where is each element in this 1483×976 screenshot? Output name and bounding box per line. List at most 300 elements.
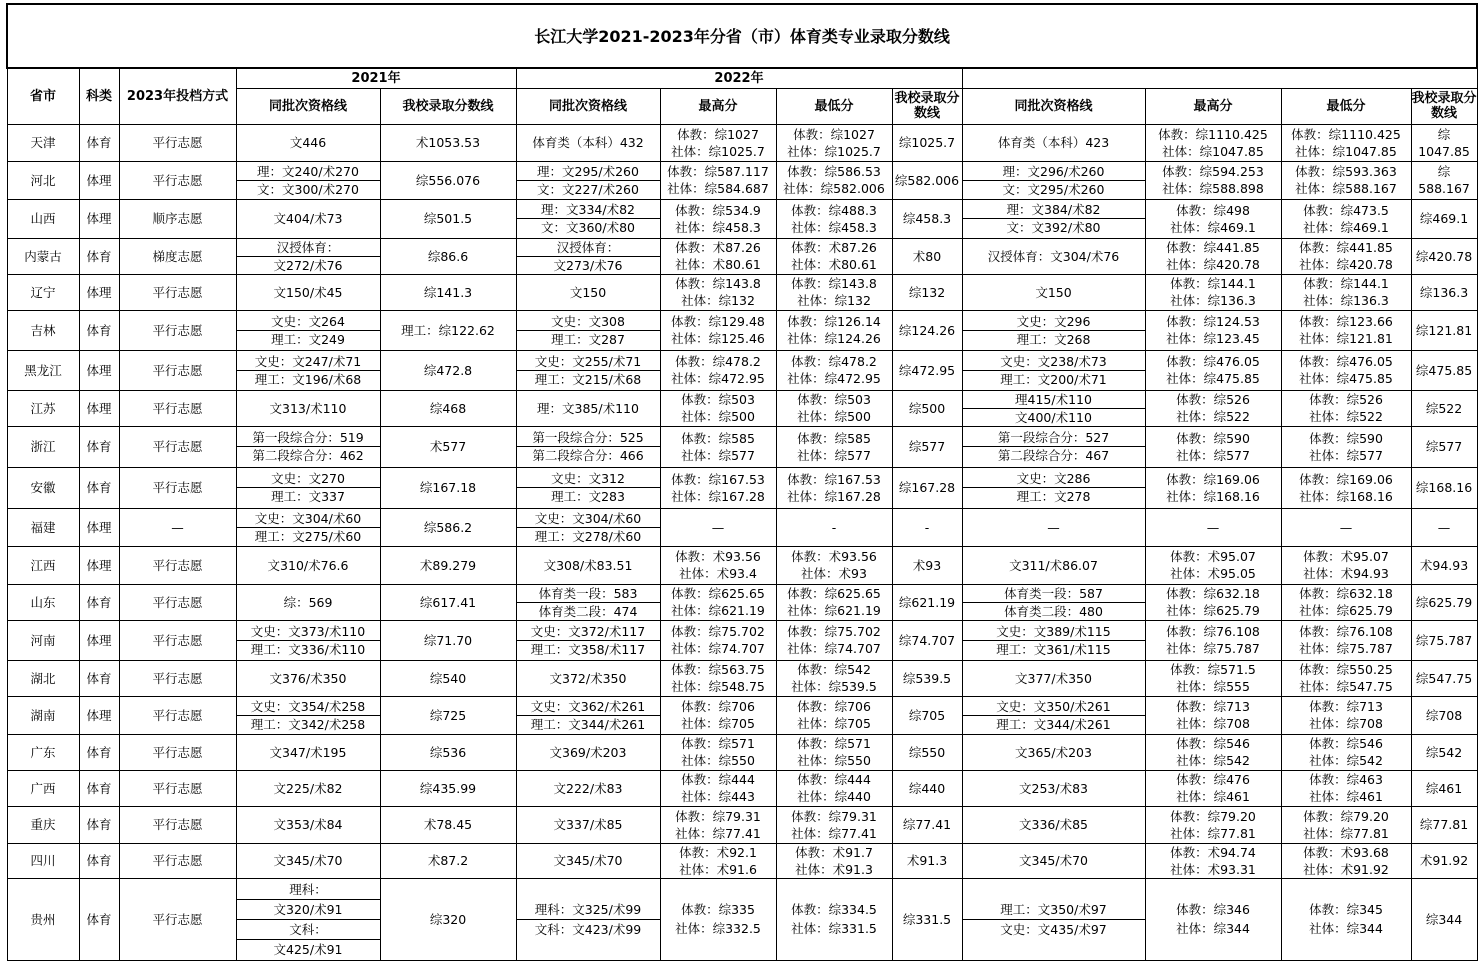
- max-2023-cell: [1145, 620, 1281, 660]
- max-2023-cell: [1145, 508, 1281, 546]
- school-line-2021-cell: 术1053.53: [380, 124, 516, 161]
- min-2023-cell: [1281, 660, 1411, 696]
- max-2023-cell: [1145, 274, 1281, 310]
- batch-line-2022-cell-line: 理科：文325/术99: [534, 901, 642, 917]
- min-2022-cell-line: 体教：综488.3: [791, 202, 877, 218]
- min-2022-cell-line: 社体：综167.28: [787, 488, 881, 504]
- min-2023-cell: [1281, 878, 1411, 960]
- max-2022-cell: [660, 660, 776, 696]
- batch-line-2023-cell-line: 理：文384/术82: [1006, 202, 1101, 217]
- school-line-2023-cell-line: 综344: [1425, 911, 1463, 927]
- subject-cell: 体育: [79, 426, 119, 467]
- admission-score-table: [6, 3, 1478, 961]
- max-2022-cell: [660, 199, 776, 238]
- max-2022-cell-line: 社体：综77.41: [675, 825, 761, 841]
- min-2023-cell-line: 体教：综123.66: [1299, 314, 1393, 329]
- max-2023-cell-line: 体教：术95.07: [1170, 549, 1256, 564]
- min-2022-cell: [776, 238, 892, 274]
- school-line-2021-cell: 综617.41: [380, 584, 516, 620]
- school-line-2023-cell: [1411, 310, 1477, 350]
- max-2022-cell-line: 社体：综74.707: [671, 641, 765, 656]
- max-2022-cell-line: 体教：综571: [681, 736, 755, 751]
- subject-cell: 体理: [79, 350, 119, 390]
- batch-line-2023-cell-line: 理415/术110: [1015, 391, 1092, 407]
- min-2023-cell-line: 体教：综476.05: [1299, 354, 1393, 369]
- header-min-2022: 最低分: [776, 88, 892, 124]
- max-2023-cell: [1145, 734, 1281, 770]
- batch-line-2021-cell: [236, 161, 380, 199]
- batch-line-2023-cell-line: 文377/术350: [1015, 670, 1092, 686]
- min-2023-cell-line: 社体：综344: [1309, 921, 1383, 936]
- school-line-2021-cell: 综141.3: [380, 274, 516, 310]
- min-2022-cell-line: 体教：术93.56: [791, 549, 877, 564]
- max-2023-cell: [1145, 696, 1281, 734]
- batch-line-2021-cell: [236, 390, 380, 426]
- max-2022-cell: [660, 238, 776, 274]
- min-2023-cell: [1281, 467, 1411, 508]
- min-2023-cell: [1281, 620, 1411, 660]
- school-line-2023-cell-line: 1047.85: [1418, 143, 1470, 159]
- min-2022-cell-line: 体教：综625.65: [787, 586, 881, 601]
- min-2022-cell-line: 体教：综586.53: [787, 164, 881, 179]
- min-2022-cell-line: 社体：综458.3: [791, 219, 877, 235]
- batch-line-2022-cell-line: 文150: [569, 284, 607, 300]
- min-2022-cell: [776, 546, 892, 584]
- subject-cell: 体育: [79, 734, 119, 770]
- min-2023-cell: [1281, 199, 1411, 238]
- batch-line-2021-cell-line: 理：文240/术270: [257, 163, 359, 179]
- max-2022-cell: [660, 467, 776, 508]
- batch-line-2023-cell-line: 文253/术83: [1019, 780, 1088, 796]
- min-2022-cell-line: 社体：综1025.7: [787, 143, 881, 159]
- min-2023-cell: [1281, 734, 1411, 770]
- batch-line-2022-cell: [516, 770, 660, 806]
- min-2023-cell-line: 社体：综542: [1309, 753, 1383, 768]
- header-batch-line-2021: 同批次资格线: [236, 88, 380, 124]
- batch-line-2021-cell-line: 文史：文354/术258: [250, 698, 366, 714]
- min-2022-cell-line: 社体：术91.3: [795, 861, 873, 877]
- table-row: [7, 426, 1477, 467]
- max-2022-cell-line: 社体：术93.4: [679, 566, 757, 581]
- subject-cell: 体理: [79, 620, 119, 660]
- school-line-2023-cell-line: 综708: [1425, 707, 1463, 723]
- min-2022-cell-line: 体教：综503: [797, 392, 871, 407]
- header-min-2023: 最低分: [1281, 88, 1411, 124]
- subject-cell: 体育: [79, 843, 119, 878]
- batch-line-2021-cell: [236, 660, 380, 696]
- province-cell: 河北: [7, 161, 79, 199]
- min-2022-cell-line: 体教：术87.26: [791, 240, 877, 255]
- school-line-2023-cell-line: 综475.85: [1415, 362, 1473, 378]
- subject-cell: 体育: [79, 310, 119, 350]
- batch-line-2023-cell-line: 第二段综合分：467: [963, 446, 1145, 464]
- table-row: [7, 660, 1477, 696]
- subject-cell: 体育: [79, 878, 119, 960]
- school-line-2023-cell: [1411, 584, 1477, 620]
- max-2023-cell-line: 社体：综168.16: [1166, 488, 1260, 504]
- province-cell: 江苏: [7, 390, 79, 426]
- school-line-2022-cell: 综472.95: [892, 350, 962, 390]
- batch-line-2022-cell-line: 理工：文344/术261: [517, 715, 660, 733]
- batch-line-2021-cell: [236, 843, 380, 878]
- batch-line-2021-cell: [236, 124, 380, 161]
- max-2022-cell: [660, 390, 776, 426]
- school-line-2021-cell: 综320: [380, 878, 516, 960]
- school-line-2023-cell-line: 综625.79: [1415, 594, 1473, 610]
- max-2022-cell: [660, 274, 776, 310]
- min-2023-cell-line: 体教：综713: [1309, 699, 1383, 714]
- max-2022-cell-line: 社体：综332.5: [675, 921, 761, 936]
- school-line-2023-cell: [1411, 199, 1477, 238]
- min-2022-cell: [776, 620, 892, 660]
- school-line-2023-cell: [1411, 878, 1477, 960]
- subject-cell: 体育: [79, 806, 119, 843]
- province-cell: 四川: [7, 843, 79, 878]
- batch-line-2023-cell: [962, 696, 1145, 734]
- header-year-2023: [962, 68, 1477, 88]
- batch-line-2023-cell: [962, 124, 1145, 161]
- school-line-2023-cell: [1411, 620, 1477, 660]
- batch-line-2022-cell-line: 文：文227/术260: [517, 180, 660, 198]
- batch-line-2023-cell: [962, 199, 1145, 238]
- min-2023-cell-line: 体教：综441.85: [1299, 240, 1393, 255]
- school-line-2021-cell: 综725: [380, 696, 516, 734]
- table-row: [7, 199, 1477, 238]
- batch-line-2023-cell-line: 第一段综合分：527: [997, 430, 1110, 445]
- batch-line-2022-cell-line: 理工：文358/术117: [517, 640, 660, 658]
- max-2023-cell: [1145, 310, 1281, 350]
- batch-line-2023-cell-line: 文400/术110: [963, 408, 1145, 426]
- batch-line-2021-cell-line: 理工：文336/术110: [237, 640, 380, 658]
- batch-line-2021-cell-line: 文史：文270: [271, 471, 345, 486]
- batch-line-2023-cell: [962, 467, 1145, 508]
- school-line-2023-cell: [1411, 238, 1477, 274]
- max-2023-cell-line: 体教：综441.85: [1166, 240, 1260, 255]
- max-2023-cell-line: 体教：综632.18: [1166, 586, 1260, 601]
- mode-cell: 平行志愿: [119, 467, 236, 508]
- province-cell: 重庆: [7, 806, 79, 843]
- max-2023-cell-line: 社体：综708: [1176, 716, 1250, 731]
- school-line-2021-cell: 综167.18: [380, 467, 516, 508]
- max-2023-cell-line: 体教：综546: [1176, 736, 1250, 751]
- province-cell: 江西: [7, 546, 79, 584]
- min-2023-cell-line: 体教：综473.5: [1303, 202, 1389, 218]
- batch-line-2021-cell-line: 文320/术91: [237, 899, 380, 919]
- province-cell: 山西: [7, 199, 79, 238]
- max-2022-cell: [660, 770, 776, 806]
- max-2023-cell-line: 社体：综344: [1176, 921, 1250, 936]
- batch-line-2021-cell: [236, 734, 380, 770]
- batch-line-2021-cell-line: 理工：文249: [237, 330, 380, 348]
- min-2022-cell: [776, 508, 892, 546]
- min-2022-cell-line: 社体：综124.26: [787, 331, 881, 346]
- min-2023-cell-line: 体教：综1110.425: [1291, 126, 1401, 142]
- min-2023-cell-line: 体教：综345: [1309, 902, 1383, 917]
- header-subject: 科类: [79, 68, 119, 124]
- max-2023-cell-line: 社体：综420.78: [1166, 257, 1260, 272]
- min-2023-cell-line: 体教：综546: [1309, 736, 1383, 751]
- subject-cell: 体理: [79, 546, 119, 584]
- min-2022-cell-line: 体教：综585: [797, 430, 871, 446]
- school-line-2022-cell: 综74.707: [892, 620, 962, 660]
- batch-line-2021-cell-line: 第二段综合分：462: [237, 446, 380, 464]
- max-2022-cell-line: 社体：综1025.7: [671, 143, 765, 159]
- batch-line-2023-cell-line: 理工：文361/术115: [963, 640, 1145, 658]
- school-line-2023-cell: [1411, 806, 1477, 843]
- min-2022-cell: [776, 161, 892, 199]
- max-2022-cell-line: 社体：综472.95: [671, 371, 765, 386]
- max-2022-cell-line: 体教：术93.56: [675, 549, 761, 564]
- province-cell: 湖南: [7, 696, 79, 734]
- table-row: [7, 508, 1477, 546]
- batch-line-2023-cell-line: 文311/术86.07: [1009, 557, 1098, 573]
- school-line-2023-cell-line: 综: [1437, 164, 1451, 179]
- batch-line-2022-cell-line: 文222/术83: [553, 780, 623, 796]
- max-2023-cell: [1145, 161, 1281, 199]
- batch-line-2021-cell: [236, 310, 380, 350]
- batch-line-2023-cell-line: 理工：文350/术97: [1000, 901, 1107, 917]
- max-2022-cell: [660, 546, 776, 584]
- max-2023-cell-line: 社体：综522: [1176, 409, 1250, 424]
- max-2022-cell-line: 体教：综167.53: [671, 471, 765, 487]
- batch-line-2022-cell: [516, 584, 660, 620]
- subject-cell: 体理: [79, 508, 119, 546]
- batch-line-2021-cell-line: 文310/术76.6: [267, 557, 349, 573]
- batch-line-2023-cell: [962, 426, 1145, 467]
- table-row: [7, 238, 1477, 274]
- batch-line-2021-cell-line: 文313/术110: [269, 400, 347, 416]
- subject-cell: 体理: [79, 390, 119, 426]
- max-2023-cell-line: 体教：综476.05: [1166, 354, 1260, 369]
- max-2022-cell-line: 体教：综587.117: [667, 164, 769, 179]
- batch-line-2022-cell-line: 文345/术70: [553, 853, 623, 868]
- header-province: 省市: [7, 68, 79, 124]
- batch-line-2022-cell: [516, 878, 660, 960]
- min-2023-cell-line: 社体：综475.85: [1299, 371, 1393, 386]
- school-line-2023-cell-line: 综542: [1425, 744, 1463, 760]
- school-line-2022-cell: 综577: [892, 426, 962, 467]
- max-2022-cell: [660, 620, 776, 660]
- school-line-2022-cell: 综539.5: [892, 660, 962, 696]
- school-line-2023-cell-line: —: [1437, 519, 1451, 535]
- batch-line-2021-cell-line: 文446: [289, 135, 327, 150]
- header-school-line-2023: 我校录取分数线: [1411, 88, 1477, 124]
- school-line-2023-cell-line: 术91.92: [1419, 853, 1469, 868]
- max-2022-cell-line: 社体：综548.75: [671, 679, 765, 694]
- min-2023-cell: [1281, 770, 1411, 806]
- max-2022-cell-line: 体教：综478.2: [675, 354, 761, 369]
- min-2022-cell: [776, 696, 892, 734]
- school-line-2023-cell-line: 综136.3: [1419, 284, 1469, 300]
- min-2023-cell-line: 社体：综469.1: [1303, 219, 1389, 235]
- table-row: [7, 770, 1477, 806]
- min-2022-cell-line: 体教：综478.2: [791, 354, 877, 369]
- batch-line-2023-cell-line: —: [1047, 519, 1060, 535]
- province-cell: 内蒙古: [7, 238, 79, 274]
- header-year-2022: 2022年: [516, 68, 962, 88]
- max-2022-cell-line: 体教：术92.1: [679, 844, 757, 860]
- max-2022-cell: [660, 508, 776, 546]
- school-line-2023-cell-line: 术94.93: [1419, 557, 1469, 573]
- school-line-2022-cell: 综124.26: [892, 310, 962, 350]
- mode-cell: 平行志愿: [119, 843, 236, 878]
- min-2023-cell-line: 体教：综79.20: [1303, 808, 1389, 824]
- max-2023-cell: [1145, 350, 1281, 390]
- school-line-2022-cell: 综705: [892, 696, 962, 734]
- max-2023-cell: [1145, 584, 1281, 620]
- school-line-2021-cell: 综540: [380, 660, 516, 696]
- mode-cell: 顺序志愿: [119, 199, 236, 238]
- min-2022-cell: [776, 734, 892, 770]
- max-2022-cell-line: 体教：综706: [681, 699, 755, 714]
- batch-line-2023-cell: [962, 350, 1145, 390]
- batch-line-2023-cell-line: 体育类（本科）423: [997, 135, 1110, 150]
- batch-line-2023-cell-line: 文史：文389/术115: [996, 623, 1111, 639]
- batch-line-2023-cell: [962, 238, 1145, 274]
- subject-cell: 体育: [79, 660, 119, 696]
- mode-cell: 平行志愿: [119, 274, 236, 310]
- mode-cell: 平行志愿: [119, 620, 236, 660]
- max-2022-cell-line: 社体：综500: [681, 409, 755, 424]
- batch-line-2023-cell: [962, 660, 1145, 696]
- school-line-2021-cell: 综71.70: [380, 620, 516, 660]
- subject-cell: 体育: [79, 467, 119, 508]
- min-2022-cell-line: 体教：综334.5: [791, 902, 877, 917]
- mode-cell: 平行志愿: [119, 350, 236, 390]
- batch-line-2023-cell-line: 体育类一段：587: [1004, 585, 1103, 601]
- batch-line-2021-cell-line: 理工：文337: [237, 487, 380, 505]
- max-2023-cell-line: 社体：术93.31: [1170, 861, 1256, 877]
- max-2023-cell: [1145, 390, 1281, 426]
- table-row: [7, 390, 1477, 426]
- min-2023-cell-line: 体教：综526: [1309, 392, 1383, 407]
- school-line-2023-cell-line: 综469.1: [1419, 211, 1469, 226]
- max-2023-cell-line: 体教：综169.06: [1166, 471, 1260, 487]
- min-2023-cell-line: —: [1339, 519, 1353, 535]
- mode-cell: 平行志愿: [119, 161, 236, 199]
- school-line-2022-cell: 术91.3: [892, 843, 962, 878]
- batch-line-2022-cell-line: 理工：文283: [517, 487, 660, 505]
- batch-line-2021-cell: [236, 350, 380, 390]
- min-2022-cell-line: 体教：综706: [797, 699, 871, 714]
- min-2023-cell-line: 体教：综463: [1309, 772, 1383, 787]
- batch-line-2023-cell-line: 文345/术70: [1019, 853, 1088, 868]
- batch-line-2022-cell-line: 文科：文423/术99: [517, 919, 660, 939]
- school-line-2023-cell-line: 588.167: [1418, 181, 1470, 196]
- header-max-2023: 最高分: [1145, 88, 1281, 124]
- max-2022-cell-line: 社体：综621.19: [671, 603, 765, 618]
- max-2023-cell-line: 体教：术94.74: [1170, 844, 1256, 860]
- school-line-2023-cell-line: 综75.787: [1415, 632, 1473, 648]
- batch-line-2023-cell: [962, 390, 1145, 426]
- max-2023-cell-line: 社体：术95.05: [1170, 566, 1256, 581]
- table-row: [7, 310, 1477, 350]
- header-batch-line-2023: 同批次资格线: [962, 88, 1145, 124]
- batch-line-2022-cell: [516, 508, 660, 546]
- school-line-2022-cell: 综167.28: [892, 467, 962, 508]
- min-2023-cell-line: 社体：综168.16: [1299, 488, 1393, 504]
- subject-cell: 体理: [79, 161, 119, 199]
- school-line-2023-cell: [1411, 770, 1477, 806]
- max-2023-cell: [1145, 199, 1281, 238]
- min-2022-cell-line: 体教：综1027: [793, 126, 875, 142]
- max-2022-cell: [660, 843, 776, 878]
- min-2022-cell-line: 社体：综74.707: [787, 641, 881, 656]
- min-2022-cell-line: 社体：综550: [797, 753, 871, 768]
- max-2022-cell-line: 体教：综585: [681, 430, 755, 446]
- batch-line-2023-cell: [962, 843, 1145, 878]
- batch-line-2021-cell-line: 文425/术91: [237, 939, 380, 959]
- batch-line-2023-cell-line: 文365/术203: [1015, 744, 1092, 760]
- max-2022-cell-line: 社体：综443: [681, 789, 755, 804]
- min-2022-cell-line: 社体：综500: [797, 409, 871, 424]
- school-line-2023-cell-line: 综77.81: [1419, 817, 1469, 832]
- mode-cell: 平行志愿: [119, 310, 236, 350]
- batch-line-2022-cell-line: 文史：文312: [551, 471, 625, 486]
- school-line-2021-cell: 综536: [380, 734, 516, 770]
- batch-line-2021-cell-line: 文：文300/术270: [237, 180, 380, 198]
- max-2022-cell-line: 体教：综129.48: [671, 314, 765, 329]
- min-2023-cell-line: 社体：综1047.85: [1295, 143, 1397, 159]
- min-2022-cell-line: 社体：综539.5: [791, 679, 877, 694]
- table-row: [7, 806, 1477, 843]
- batch-line-2023-cell-line: 文史：文435/术97: [963, 919, 1145, 939]
- max-2022-cell-line: —: [711, 519, 725, 535]
- school-line-2022-cell: 综500: [892, 390, 962, 426]
- min-2022-cell-line: 体教：综79.31: [791, 808, 877, 824]
- min-2022-cell: [776, 878, 892, 960]
- batch-line-2022-cell-line: 第二段综合分：466: [517, 446, 660, 464]
- batch-line-2021-cell-line: 文史：文264: [271, 313, 345, 329]
- min-2022-cell-line: -: [831, 519, 837, 535]
- max-2023-cell-line: 体教：综571.5: [1170, 662, 1256, 677]
- max-2022-cell-line: 社体：术91.6: [679, 861, 757, 877]
- batch-line-2023-cell: [962, 620, 1145, 660]
- school-line-2023-cell: [1411, 426, 1477, 467]
- batch-line-2022-cell: [516, 660, 660, 696]
- table-row: [7, 350, 1477, 390]
- min-2023-cell-line: 体教：综593.363: [1295, 164, 1397, 179]
- max-2023-cell-line: 体教：综346: [1176, 902, 1250, 917]
- batch-line-2022-cell-line: 文369/术203: [549, 744, 627, 760]
- min-2022-cell-line: 体教：综75.702: [787, 624, 881, 639]
- min-2023-cell-line: 社体：综420.78: [1299, 257, 1393, 272]
- min-2022-cell-line: 社体：术80.61: [791, 257, 877, 272]
- max-2022-cell-line: 社体：综550: [681, 753, 755, 768]
- max-2023-cell: [1145, 770, 1281, 806]
- max-2022-cell-line: 社体：术80.61: [675, 257, 761, 272]
- batch-line-2022-cell: [516, 274, 660, 310]
- batch-line-2021-cell: [236, 878, 380, 960]
- batch-line-2022-cell: [516, 199, 660, 238]
- school-line-2023-cell: [1411, 467, 1477, 508]
- max-2022-cell: [660, 584, 776, 620]
- batch-line-2023-cell: [962, 310, 1145, 350]
- min-2023-cell-line: 体教：综590: [1309, 430, 1383, 446]
- min-2023-cell-line: 社体：综75.787: [1299, 641, 1393, 656]
- table-row: [7, 734, 1477, 770]
- min-2023-cell-line: 社体：综708: [1309, 716, 1383, 731]
- school-line-2023-cell: [1411, 274, 1477, 310]
- batch-line-2021-cell: [236, 620, 380, 660]
- min-2023-cell: [1281, 508, 1411, 546]
- min-2022-cell-line: 社体：综77.41: [791, 825, 877, 841]
- min-2022-cell-line: 体教：术91.7: [795, 844, 873, 860]
- subject-cell: 体理: [79, 696, 119, 734]
- batch-line-2023-cell-line: 文150: [1035, 284, 1072, 300]
- table-row: [7, 584, 1477, 620]
- max-2023-cell: [1145, 843, 1281, 878]
